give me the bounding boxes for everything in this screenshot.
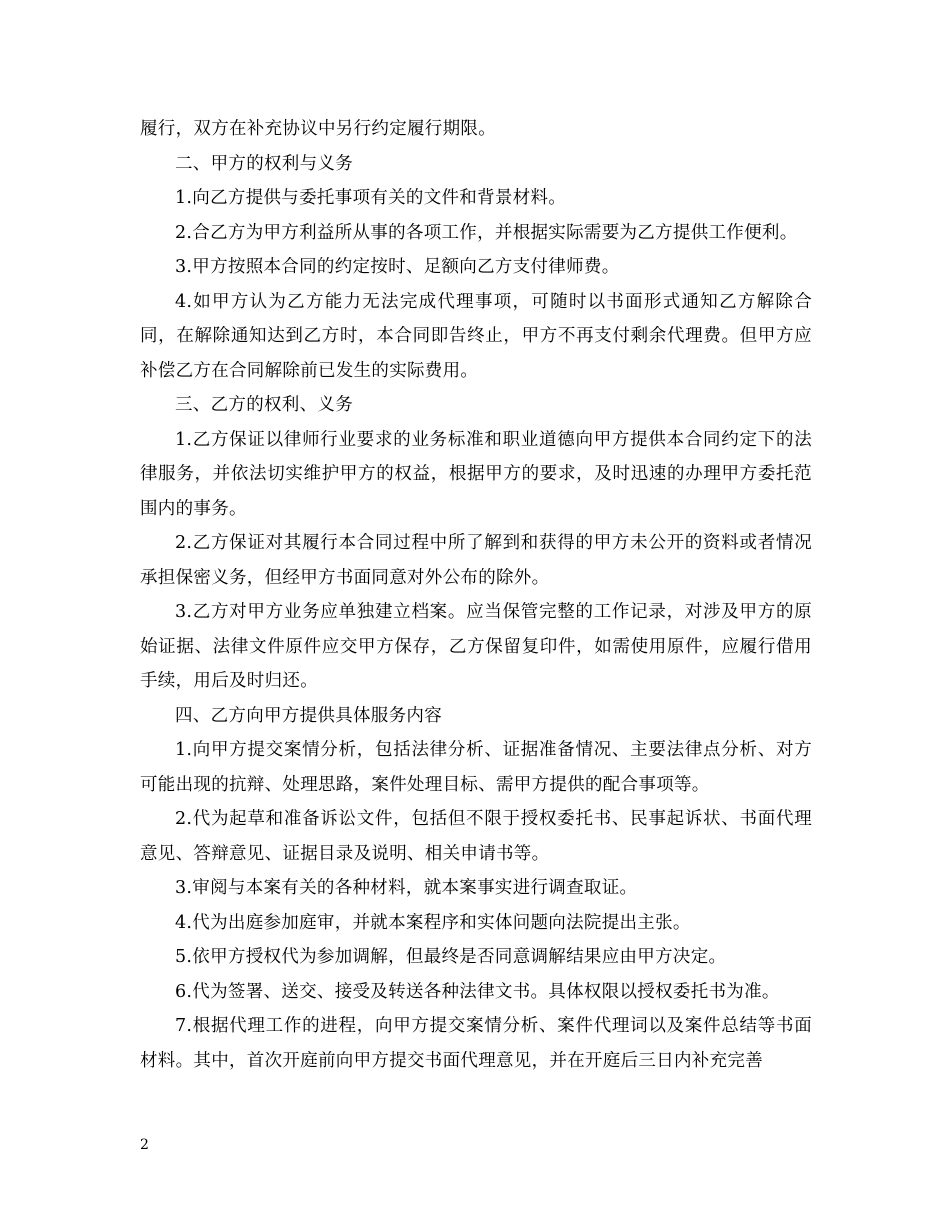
paragraph: 1.乙方保证以律师行业要求的业务标准和职业道德向甲方提供本合同约定下的法律服务，并依法切实维护甲方的权益，根据甲方的要求，及时迅速的办理甲方委托范围内的事务。 [140, 429, 812, 519]
page-number: 2 [140, 1137, 149, 1153]
paragraph: 三、乙方的权利、义务 [175, 395, 353, 415]
paragraph: 2.乙方保证对其履行本合同过程中所了解到和获得的甲方未公开的资料或者情况承担保密义务，但经甲方书面同意对外公布的除外。 [140, 533, 812, 588]
paragraph: 2.合乙方为甲方利益所从事的各项工作，并根据实际需要为乙方提供工作便利。 [175, 222, 798, 243]
paragraph: 5.依甲方授权代为参加调解，但最终是否同意调解结果应由甲方决定。 [175, 947, 727, 967]
paragraph: 4.代为出庭参加庭审，并就本案程序和实体问题向法院提出主张。 [175, 912, 691, 933]
paragraph: 履行，双方在补充协议中另行约定履行期限。 [140, 119, 496, 139]
paragraph: 4.如甲方认为乙方能力无法完成代理事项，可随时以书面形式通知乙方解除合同，在解除通知达到乙方时，本合同即告终止，甲方不再支付剩余代理费。但甲方应补偿乙方在合同解除前已发生的实际费用。 [140, 291, 812, 381]
paragraph: 1.向乙方提供与委托事项有关的文件和背景材料。 [175, 188, 567, 208]
paragraph: 3.乙方对甲方业务应单独建立档案。应当保管完整的工作记录，对涉及甲方的原始证据、法律文件原件应交甲方保存，乙方保留复印件，如需使用原件，应履行借用手续，用后及时归还。 [140, 602, 812, 691]
paragraph: 3.审阅与本案有关的各种材料，就本案事实进行调查取证。 [175, 878, 638, 898]
paragraph: 1.向甲方提交案情分析，包括法律分析、证据准备情况、主要法律点分析、对方可能出现的抗辩、处理思路，案件处理目标、需甲方提供的配合事项等。 [140, 740, 812, 795]
document-body [140, 112, 812, 1078]
paragraph: 四、乙方向甲方提供具体服务内容 [175, 705, 442, 726]
paragraph: 6.代为签署、送交、接受及转送各种法律文书。具体权限以授权委托书为准。 [175, 981, 780, 1002]
paragraph: 3.甲方按照本合同的约定按时、足额向乙方支付律师费。 [175, 257, 620, 277]
paragraph: 2.代为起草和准备诉讼文件，包括但不限于授权委托书、民事起诉状、书面代理意见、答辩意见、证据目录及说明、相关申请书等。 [140, 809, 812, 864]
paragraph: 二、甲方的权利与义务 [175, 153, 353, 174]
paragraph: 7.根据代理工作的进程，向甲方提交案情分析、案件代理词以及案件总结等书面材料。其中，首次开庭前向甲方提交书面代理意见，并在开庭后三日内补充完善 [140, 1016, 812, 1071]
